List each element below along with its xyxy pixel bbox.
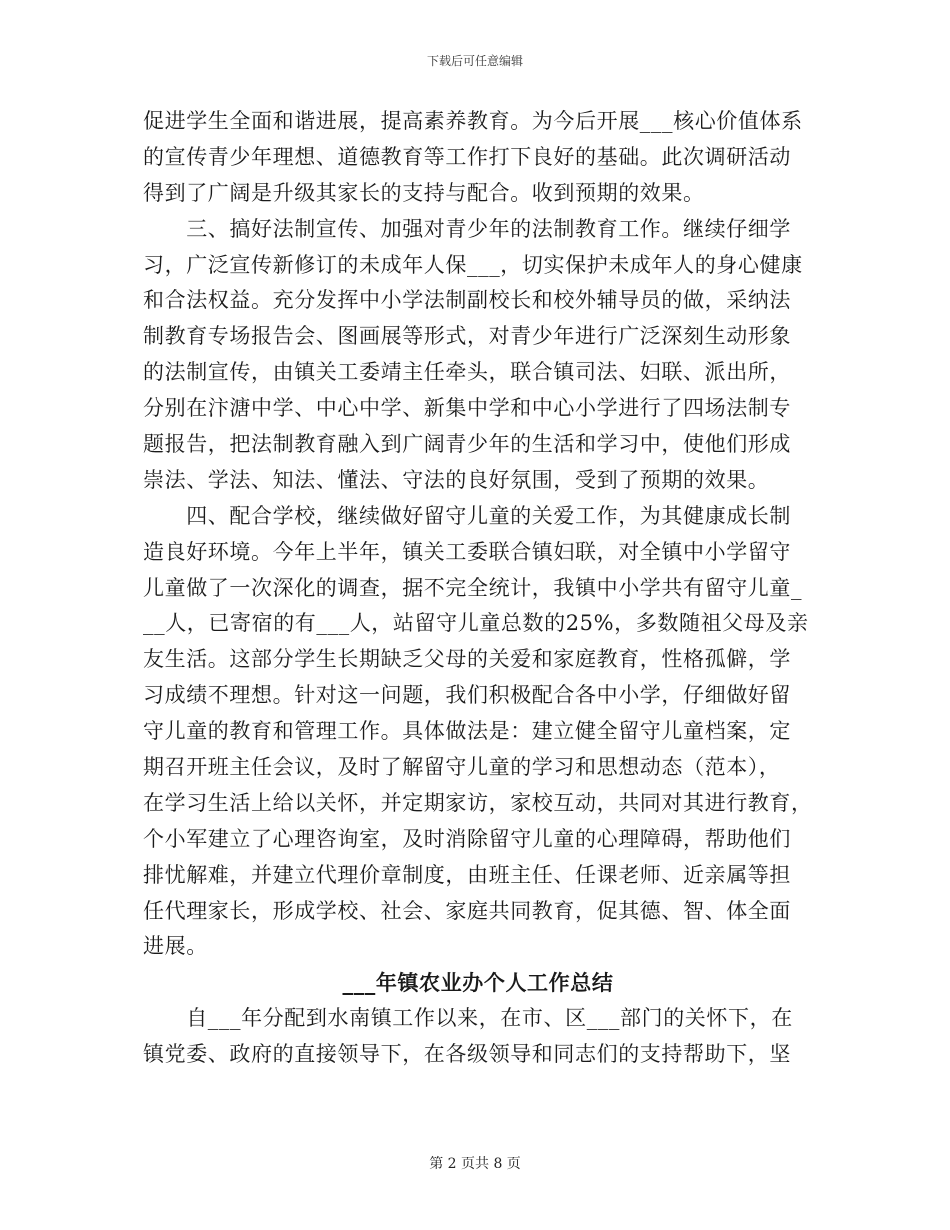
text-line: 习成绩不理想。针对这一问题，我们积极配合各中小学，仔细做好留 bbox=[143, 683, 791, 708]
text-line: 造良好环境。今年上半年，镇关工委联合镇妇联，对全镇中小学留守 bbox=[143, 539, 791, 564]
text-line: 得到了广阔是升级其家长的支持与配合。收到预期的效果。 bbox=[143, 180, 705, 205]
text-line: 题报告，把法制教育融入到广阔青少年的生活和学习中，使他们形成 bbox=[143, 432, 791, 457]
text-line: 三、搞好法制宣传、加强对青少年的法制教育工作。继续仔细学 bbox=[143, 216, 791, 241]
text-line: 进展。 bbox=[143, 934, 208, 959]
text-line: 期召开班主任会议，及时了解留守儿童的学习和思想动态（范本）， bbox=[143, 755, 781, 780]
text-line: 在学习生活上给以关怀，并定期家访，家校互动，共同对其进行教育， bbox=[143, 790, 813, 815]
text-line: 个小军建立了心理咨询室，及时消除留守儿童的心理障碍，帮助他们 bbox=[143, 826, 791, 851]
text-line: 儿童做了一次深化的调查，据不完全统计，我镇中小学共有留守儿童_ bbox=[143, 575, 803, 600]
text-line: 习，广泛宣传新修订的未成年人保___，切实保护未成年人的身心健康 bbox=[143, 252, 803, 277]
text-line: 任代理家长，形成学校、社会、家庭共同教育，促其德、智、体全面 bbox=[143, 898, 791, 923]
text-line: 守儿童的教育和管理工作。具体做法是：建立健全留守儿童档案，定 bbox=[143, 719, 791, 744]
text-line: 排忧解难，并建立代理价章制度，由班主任、任课老师、近亲属等担 bbox=[143, 862, 791, 887]
text-line: 四、配合学校，继续做好留守儿童的关爱工作，为其健康成长制 bbox=[143, 503, 791, 528]
text-line: 分别在汴溏中学、中心中学、新集中学和中心小学进行了四场法制专 bbox=[143, 396, 791, 421]
text-line: 促进学生全面和谐进展，提高素养教育。为今后开展___核心价值体系 bbox=[143, 109, 803, 133]
page-footer: 第 2 页共 8 页 bbox=[429, 1156, 521, 1172]
text-line: 镇党委、政府的直接领导下，在各级领导和同志们的支持帮助下，坚 bbox=[143, 1042, 791, 1067]
text-line: __人，已寄宿的有___人，站留守儿童总数的25%，多数随祖父母及亲 bbox=[143, 611, 809, 636]
text-line: 制教育专场报告会、图画展等形式，对青少年进行广泛深刻生动形象 bbox=[143, 324, 791, 349]
page-header: 下载后可任意编辑 bbox=[426, 54, 523, 68]
document-body bbox=[143, 104, 813, 1073]
text-line: 友生活。这部分学生长期缺乏父母的关爱和家庭教育，性格孤僻，学 bbox=[143, 647, 791, 672]
section-title: ___年镇农业办个人工作总结 bbox=[342, 970, 614, 996]
text-line: 崇法、学法、知法、懂法、守法的良好氛围，受到了预期的效果。 bbox=[143, 467, 770, 492]
text-line: 的宣传青少年理想、道德教育等工作打下良好的基础。此次调研活动 bbox=[143, 144, 791, 169]
text-line: 自___年分配到水南镇工作以来，在市、区___部门的关怀下，在 bbox=[143, 1006, 793, 1031]
text-line: 的法制宣传，由镇关工委靖主任牵头，联合镇司法、妇联、派出所， bbox=[143, 360, 791, 385]
text-line: 和合法权益。充分发挥中小学法制副校长和校外辅导员的做，采纳法 bbox=[143, 288, 791, 313]
